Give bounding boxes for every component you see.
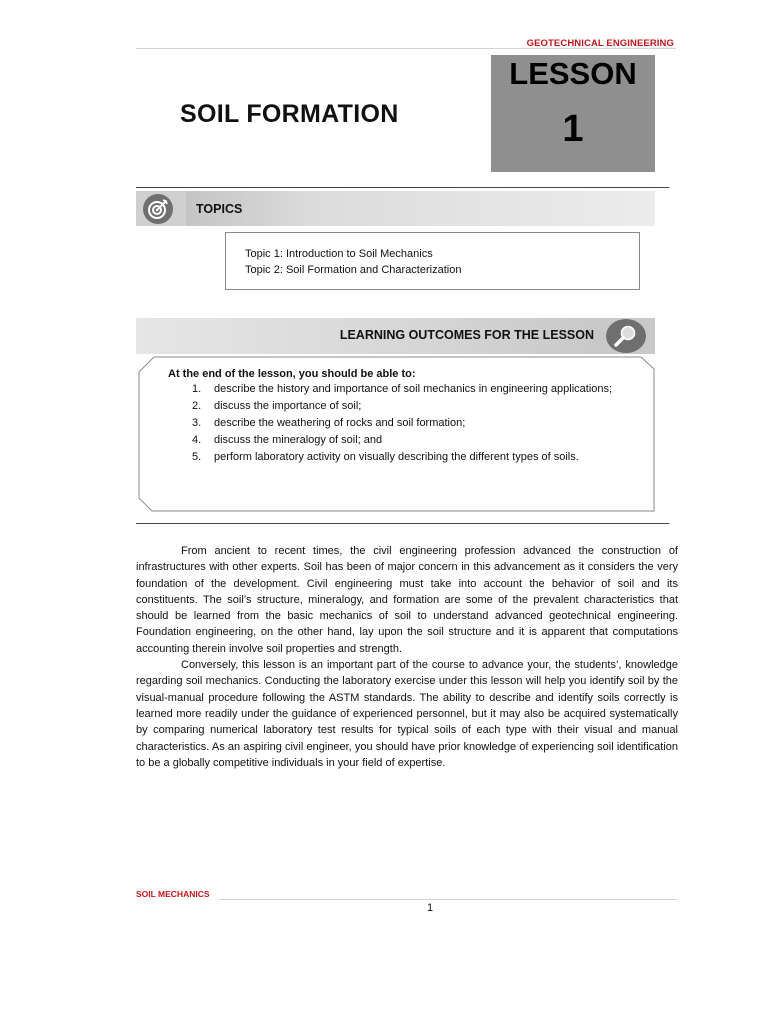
- divider: [136, 187, 669, 188]
- outcomes-intro: At the end of the lesson, you should be able to:: [168, 368, 416, 380]
- outcome-item: 4. discuss the mineralogy of soil; and: [192, 434, 383, 446]
- lesson-label: LESSON: [509, 56, 637, 91]
- outcome-item: 1. describe the history and importance of soil mechanics in engineering applications;: [192, 383, 613, 395]
- topic-item: Topic 1: Introduction to Soil Mechanics: [245, 248, 433, 260]
- outcomes-list: [192, 381, 616, 466]
- body-text: [136, 543, 678, 771]
- target-icon: [143, 194, 173, 224]
- page-title: SOIL FORMATION: [180, 100, 399, 128]
- body-paragraph: From ancient to recent times, the civil engineering profession advanced the construction of infrastructures with other experts. Soil has been of major concern in this advancement as it considers the very foundation of the development. Civil engineering must take into account the behavior of soil and its constituents. The soil’s structure, mineralogy, and formation are some of the prevalent characteristics that should be learned from the basic mechanics of soil to understand advanced geotechnical engineering. Foundation engineering, on the other hand, lay upon the soil structure and it is apparent that computations accounting therein involve soil properties and strength.: [136, 545, 678, 655]
- outcomes-heading: LEARNING OUTCOMES FOR THE LESSON: [339, 328, 594, 342]
- body-paragraph: Conversely, this lesson is an important part of the course to advance your, the students’, knowledge regarding soil mechanics. Conducting the laboratory exercise under this lesson will help you identify soil by the visual-manual procedure following the ASTM standards. The ability to describe and identify soils correctly is learned more readily under the guidance of experienced personnel, but it may also be acquired systematically by comparing numerical laboratory test results for typical soils of each type with their visual and manual characteristics. As an aspiring civil engineer, you should have prior knowledge of experiencing soil identification to be a globally competitive individuals in your field of expertise.: [136, 659, 678, 769]
- course-label: GEOTECHNICAL ENGINEERING: [526, 38, 674, 49]
- outcome-item: 3. describe the weathering of rocks and soil formation;: [192, 417, 466, 429]
- footer-label: SOIL MECHANICS: [136, 889, 210, 899]
- outcome-item: 2. discuss the importance of soil;: [192, 400, 362, 412]
- magnifier-icon: [606, 319, 646, 353]
- topics-heading: TOPICS: [196, 202, 243, 216]
- topic-item: Topic 2: Soil Formation and Characterization: [245, 264, 462, 276]
- footer-rule: [220, 899, 677, 900]
- lesson-number: 1: [562, 108, 584, 150]
- page-number: 1: [426, 902, 434, 914]
- topics-list-box: [225, 232, 640, 290]
- divider: [136, 523, 669, 524]
- outcome-item: 5. perform laboratory activity on visually describing the different types of soils.: [192, 451, 579, 463]
